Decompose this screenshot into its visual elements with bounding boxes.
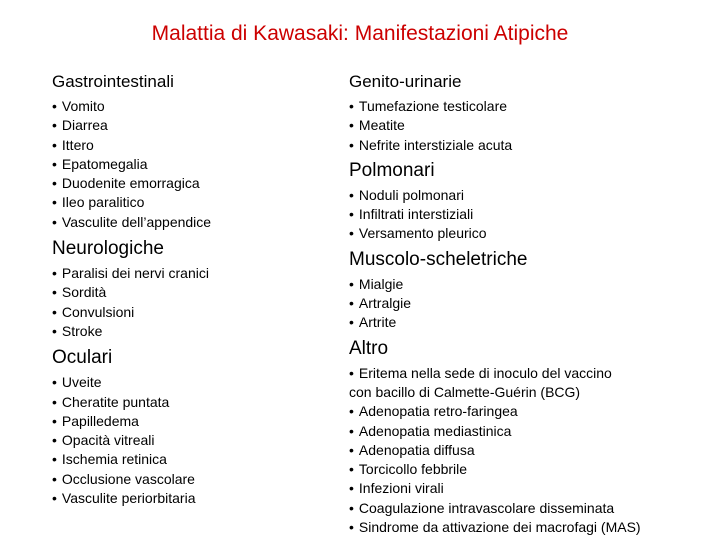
item-list xyxy=(349,364,699,538)
list-item: • Ileo paralitico xyxy=(52,193,342,212)
item-list xyxy=(52,264,342,341)
list-item: • Ischemia retinica xyxy=(52,450,342,469)
list-item: • Tumefazione testicolare xyxy=(349,97,699,116)
section-heading: Polmonari xyxy=(349,159,435,181)
list-item: • Diarrea xyxy=(52,116,342,135)
section-oculari xyxy=(52,347,342,508)
list-item: • Torcicollo febbrile xyxy=(349,460,699,479)
section-genito-urinarie xyxy=(349,71,699,155)
list-item: • Paralisi dei nervi cranici xyxy=(52,264,342,283)
list-item: • Convulsioni xyxy=(52,303,342,322)
right-column xyxy=(349,71,699,537)
section-heading: Genito-urinarie xyxy=(349,72,462,91)
list-item: • Cheratite puntata xyxy=(52,393,342,412)
item-list xyxy=(52,373,342,508)
list-item: • Infiltrati interstiziali xyxy=(349,205,699,224)
list-item: • Uveite xyxy=(52,373,342,392)
list-item: • Duodenite emorragica xyxy=(52,174,342,193)
list-item: • Adenopatia mediastinica xyxy=(349,422,699,441)
list-item: • Papilledema xyxy=(52,412,342,431)
list-item: • Noduli polmonari xyxy=(349,186,699,205)
section-muscolo-scheletriche xyxy=(349,249,699,333)
item-list xyxy=(349,186,699,244)
list-item: • Stroke xyxy=(52,322,342,341)
slide-title: Malattia di Kawasaki: Manifestazioni Atipiche xyxy=(151,22,569,45)
section-gastrointestinali xyxy=(52,71,342,232)
section-heading: Muscolo-scheletriche xyxy=(349,248,528,270)
section-neurologiche xyxy=(52,238,342,341)
left-column xyxy=(52,71,342,508)
list-item: • Adenopatia diffusa xyxy=(349,441,699,460)
list-item: • Artrite xyxy=(349,313,699,332)
list-item: • Artralgie xyxy=(349,294,699,313)
list-item: • Opacità vitreali xyxy=(52,431,342,450)
section-heading: Gastrointestinali xyxy=(52,72,174,91)
list-item: • Epatomegalia xyxy=(52,155,342,174)
list-item: • Infezioni virali xyxy=(349,479,699,498)
list-item: • Ittero xyxy=(52,136,342,155)
list-item: • Sindrome da attivazione dei macrofagi (MAS) xyxy=(349,518,699,537)
item-list xyxy=(349,97,699,155)
list-item: • Sordità xyxy=(52,283,342,302)
section-polmonari xyxy=(349,160,699,244)
list-item: • Vasculite periorbitaria xyxy=(52,489,342,508)
list-item: • Occlusione vascolare xyxy=(52,470,342,489)
item-list xyxy=(52,97,342,232)
list-item: • Versamento pleurico xyxy=(349,224,699,243)
list-item: • Nefrite interstiziale acuta xyxy=(349,136,699,155)
list-item: • Eritema nella sede di inoculo del vaccino xyxy=(349,364,699,383)
section-heading: Oculari xyxy=(52,347,113,369)
list-item: • Vomito xyxy=(52,97,342,116)
list-item: • Adenopatia retro-faringea xyxy=(349,402,699,421)
item-list xyxy=(349,275,699,333)
list-item: • Meatite xyxy=(349,116,699,135)
list-item: • Mialgie xyxy=(349,275,699,294)
list-item: • Vasculite dell’appendice xyxy=(52,213,342,232)
section-heading: Altro xyxy=(349,337,389,359)
list-item: • Coagulazione intravascolare disseminata xyxy=(349,499,699,518)
list-item-continuation: con bacillo di Calmette-Guérin (BCG) xyxy=(349,383,581,400)
section-heading: Neurologiche xyxy=(52,238,164,260)
section-altro xyxy=(349,338,699,538)
